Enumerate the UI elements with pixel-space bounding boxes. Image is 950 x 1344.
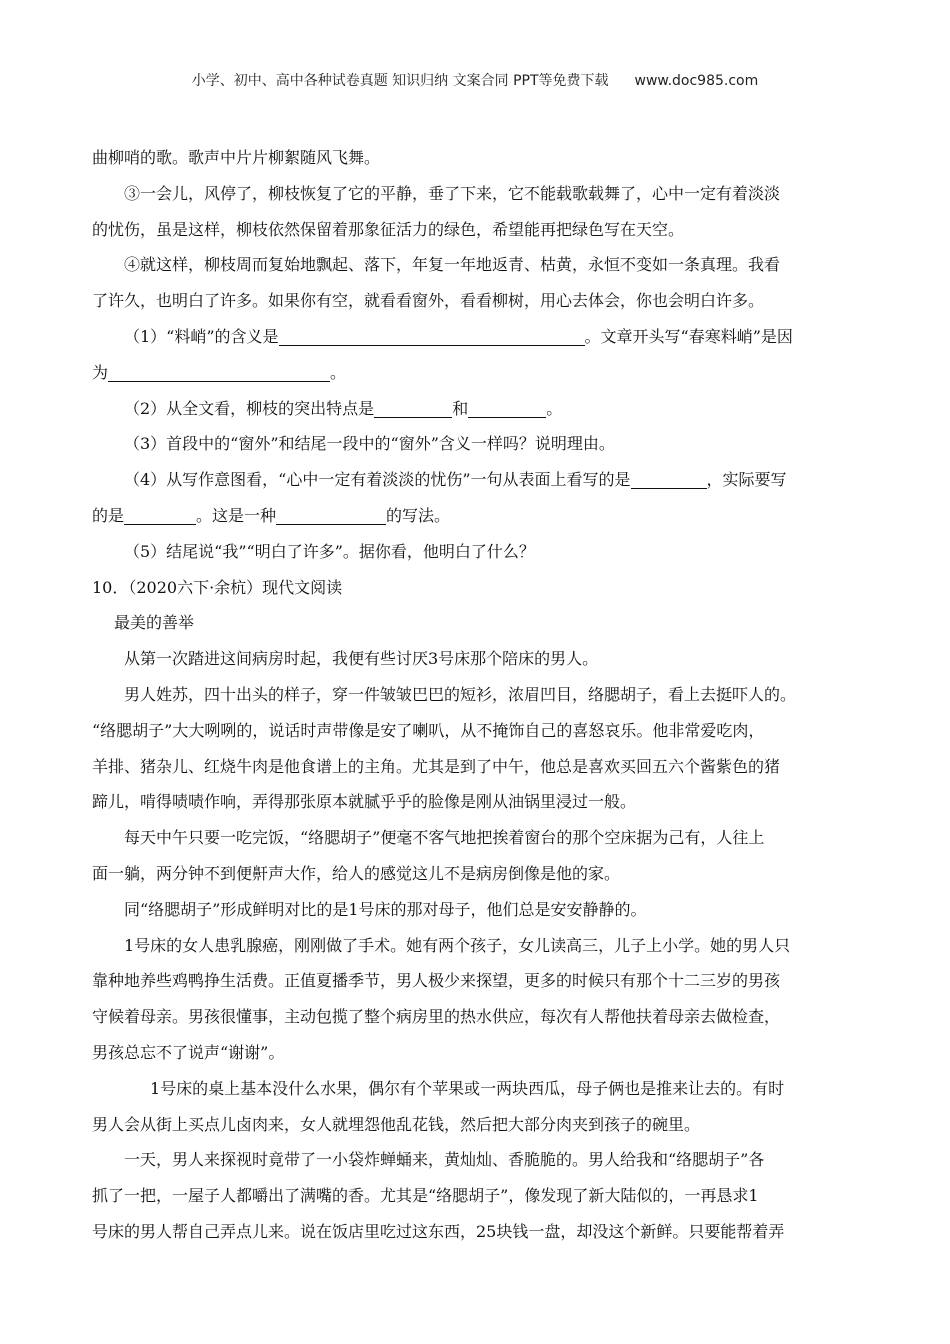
answer-blank[interactable]: [279, 327, 585, 346]
passage-line: “络腮胡子”大大咧咧的，说话时声带像是安了喇叭，从不掩饰自己的喜怒哀乐。他非常爱吃肉，: [92, 720, 765, 740]
answer-blank[interactable]: [276, 506, 386, 525]
passage-line: 1号床的女人患乳腺癌，刚刚做了手术。她有两个孩子，女儿读高三，儿子上小学。她的男人只: [124, 935, 791, 955]
passage-line: 男孩总忘不了说声“谢谢”。: [92, 1042, 285, 1062]
question-text: 。这是一种: [196, 505, 277, 525]
question-text: （2）从全文看，柳枝的突出特点是: [124, 398, 375, 418]
question-3: （3）首段中的“窗外”和结尾一段中的“窗外”含义一样吗？说明理由。: [124, 434, 615, 454]
document-body: [92, 140, 858, 1250]
text-line: ④就这样，柳枝周而复始地飘起、落下，年复一年地返青、枯黄，永恒不变如一条真理。我看: [124, 255, 781, 275]
question-text: 的写法。: [386, 505, 451, 525]
passage-line: 一天，男人来探视时竟带了一小袋炸蝉蛹来，黄灿灿、香脆脆的。男人给我和“络腮胡子”各: [124, 1150, 765, 1170]
question-text: 。: [330, 362, 347, 382]
page-header: [0, 70, 950, 90]
text-line: 的忧伤，虽是这样，柳枝依然保留着那象征活力的绿色，希望能再把绿色写在天空。: [92, 219, 685, 239]
text-line: ③一会儿，风停了，柳枝恢复了它的平静，垂了下来，它不能载歌载舞了，心中一定有着淡淡: [124, 183, 781, 203]
passage-title: 最美的善举: [114, 613, 195, 633]
question-4: [92, 462, 858, 498]
text-line: 了许久，也明白了许多。如果你有空，就看看窗外，看看柳树，用心去体会，你也会明白许多。: [92, 291, 765, 311]
passage-line: 男人姓苏，四十出头的样子，穿一件皱皱巴巴的短衫，浓眉凹目，络腮胡子，看上去挺吓人的。: [124, 684, 797, 704]
passage-line: 每天中午只要一吃完饭，“络腮胡子”便毫不客气地把挨着窗台的那个空床据为己有，人往上: [124, 828, 765, 848]
question-text: 。: [546, 398, 563, 418]
question-text: 和: [452, 398, 469, 418]
passage-line: 守候着母亲。男孩很懂事，主动包揽了整个病房里的热水供应，每次有人帮他扶着母亲去做检查，: [92, 1007, 781, 1027]
passage-line: 1号床的桌上基本没什么水果，偶尔有个苹果或一两块西瓜，母子俩也是推来让去的。有时: [150, 1078, 785, 1098]
header-text: 小学、初中、高中各种试卷真题 知识归纳 文案合同 PPT等免费下载: [191, 73, 609, 89]
passage-line: 靠种地养些鸡鸭挣生活费。正值夏播季节，男人极少来探望，更多的时候只有那个十二三岁的男孩: [92, 971, 781, 991]
question-5: （5）结尾说“我”“明白了许多”。据你看，他明白了什么？: [124, 541, 535, 561]
question-text: 的是: [92, 505, 125, 525]
answer-blank[interactable]: [631, 471, 707, 490]
answer-blank[interactable]: [374, 399, 452, 418]
text-line: 曲柳哨的歌。歌声中片片柳絮随风飞舞。: [92, 148, 381, 167]
question-1-continued: [92, 355, 858, 391]
question-2: [92, 391, 858, 427]
passage-line: 从第一次踏进这间病房时起，我便有些讨厌3号床那个陪床的男人。: [124, 649, 599, 669]
answer-blank[interactable]: [468, 399, 546, 418]
answer-blank[interactable]: [124, 506, 196, 525]
question-4-continued: [92, 498, 858, 534]
passage-line: 蹄儿，啃得啧啧作响，弄得那张原本就腻乎乎的脸像是刚从油锅里浸过一般。: [92, 792, 637, 812]
question-text: 为: [92, 362, 109, 382]
question-text: （4）从写作意图看，“心中一定有着淡淡的忧伤”一句从表面上看写的是: [124, 470, 631, 490]
passage-line: 面一躺，两分钟不到便鼾声大作，给人的感觉这儿不是病房倒像是他的家。: [92, 863, 621, 883]
passage-line: 同“络腮胡子”形成鲜明对比的是1号床的那对母子，他们总是安安静静的。: [124, 899, 647, 919]
header-site-link[interactable]: www.doc985.com: [634, 73, 759, 89]
question-1: [92, 319, 858, 355]
question-text: 。文章开头写“春寒料峭”是因: [584, 326, 793, 346]
passage-line: 羊排、猪杂儿、红烧牛肉是他食谱上的主角。尤其是到了中午，他总是喜欢买回五六个酱紫色的猪: [92, 756, 781, 776]
passage-line: 抓了一把，一屋子人都嚼出了满嘴的香。尤其是“络腮胡子”，像发现了新大陆似的，一再恳求1: [92, 1186, 759, 1206]
item-10-heading: 10．（2020六下·余杭）现代文阅读: [92, 577, 343, 597]
passage-line: 号床的男人帮自己弄点儿来。说在饭店里吃过这东西，25块钱一盘，却没这个新鲜。只要能帮着弄: [92, 1221, 785, 1241]
passage-line: 男人会从街上买点儿卤肉来，女人就埋怨他乱花钱，然后把大部分肉夹到孩子的碗里。: [92, 1114, 701, 1134]
answer-blank[interactable]: [108, 363, 330, 382]
question-text: （1）“料峭”的含义是: [124, 326, 279, 346]
question-text: ，实际要写: [706, 470, 787, 490]
